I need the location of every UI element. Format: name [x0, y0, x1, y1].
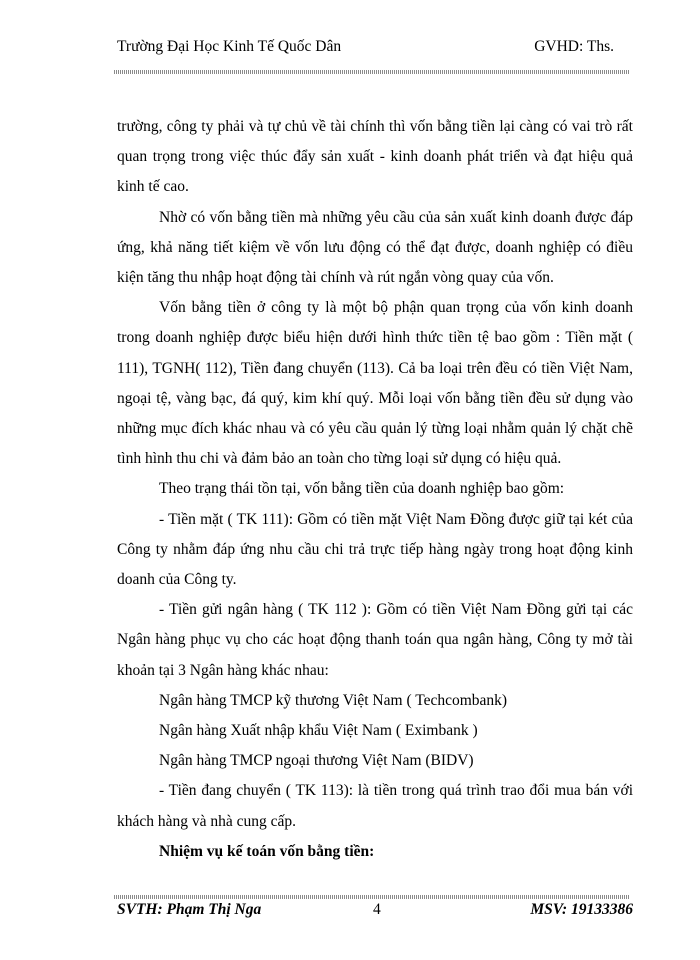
paragraph: Vốn bằng tiền ở công ty là một bộ phận quan trọng của vốn kinh doanh trong doanh nghiệp được biểu hiện dưới hình thức tiền tệ bao gồm : Tiền mặt ( 111), TGNH( 112), Tiền đang chuyển (113). Cả ba loại trên đều có tiền Việt Nam, ngoại tệ, vàng bạc, đá quý, kim khí quý. Mỗi loại vốn bằng tiền đều sử dụng vào những mục đích khác nhau và có yêu cầu quản lý từng loại nhằm quản lý chặt chẽ tình hình thu chi và đảm bảo an toàn cho từng loại sử dụng có hiệu quả.: [117, 299, 633, 468]
footer-divider: [114, 895, 630, 899]
bank-item: Ngân hàng TMCP kỹ thương Việt Nam ( Techcombank): [159, 691, 508, 709]
page-body: [117, 112, 633, 867]
header-divider: [114, 70, 630, 74]
header-school-name: Trường Đại Học Kinh Tế Quốc Dân: [117, 38, 342, 55]
paragraph: - Tiền đang chuyển ( TK 113): là tiền trong quá trình trao đổi mua bán với khách hàng và nhà cung cấp.: [117, 782, 633, 830]
header-advisor: GVHD: Ths.: [534, 38, 614, 55]
paragraph: - Tiền mặt ( TK 111): Gồm có tiền mặt Việt Nam Đồng được giữ tại két của Công ty nhằm đáp ứng nhu cầu chi trả trực tiếp hàng ngày trong hoạt động kinh doanh của Công ty.: [117, 510, 633, 589]
bank-item: Ngân hàng Xuất nhập khẩu Việt Nam ( Eximbank ): [159, 722, 478, 740]
page-header: [117, 38, 614, 62]
page-number: 4: [373, 901, 381, 918]
paragraph: - Tiền gửi ngân hàng ( TK 112 ): Gồm có tiền Việt Nam Đồng gửi tại các Ngân hàng phục vụ cho các hoạt động thanh toán qua ngân hàng, Công ty mở tài khoản tại 3 Ngân hàng khác nhau:: [117, 601, 633, 679]
paragraph: Nhờ có vốn bằng tiền mà những yêu cầu của sản xuất kinh doanh được đáp ứng, khả năng tiết kiệm về vốn lưu động có thể đạt được, doanh nghiệp có điều kiện tăng thu nhập hoạt động tài chính và rút ngắn vòng quay của vốn.: [117, 208, 633, 287]
page-footer: [117, 901, 633, 923]
footer-student-name: SVTH: Phạm Thị Nga: [117, 901, 262, 918]
bank-item: Ngân hàng TMCP ngoại thương Việt Nam (BIDV): [159, 752, 474, 770]
section-heading: Nhiệm vụ kế toán vốn bằng tiền:: [159, 842, 375, 860]
paragraph: trường, công ty phải và tự chủ về tài chính thì vốn bằng tiền lại càng có vai trò rất quan trọng trong việc thúc đẩy sản xuất - kinh doanh phát triển và đạt hiệu quả kinh tế cao.: [117, 118, 633, 196]
footer-student-id: MSV: 19133386: [530, 901, 633, 918]
paragraph: Theo trạng thái tồn tại, vốn bằng tiền của doanh nghiệp bao gồm:: [159, 480, 565, 498]
